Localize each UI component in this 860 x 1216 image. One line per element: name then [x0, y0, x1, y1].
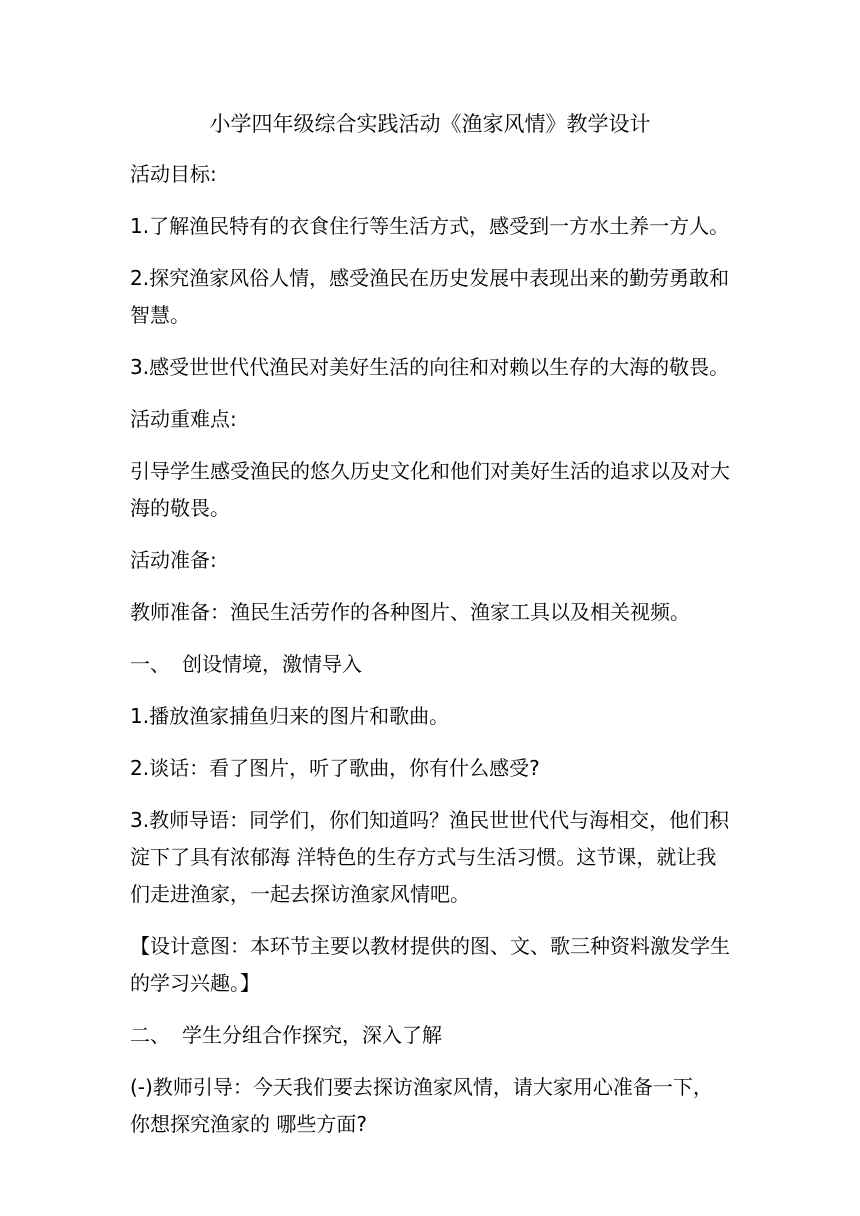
section-1-heading — [130, 646, 730, 683]
objective-2: 2.探究渔家风俗人情，感受渔民在历史发展中表现出来的勤劳勇敢和智慧。 — [130, 266, 730, 327]
teacher-preparation: 教师准备：渔民生活劳作的各种图片、渔家工具以及相关视频。 — [130, 600, 690, 624]
section-2-number: 二、 — [130, 1023, 170, 1047]
objective-1: 1.了解渔民特有的衣食住行等生活方式，感受到一方水土养一方人。 — [130, 214, 730, 238]
section-1-item: 2.谈话：看了图片，听了歌曲，你有什么感受? — [130, 756, 540, 780]
section-1-design-intent: 【设计意图：本环节主要以教材提供的图、文、歌三种资料激发学生的学习兴趣。】 — [130, 934, 730, 995]
objectives-heading: 活动目标: — [130, 162, 217, 186]
preparation-heading: 活动准备: — [130, 548, 217, 572]
document-body — [130, 156, 730, 1158]
section-1-item: 1.播放渔家捕鱼归来的图片和歌曲。 — [130, 704, 450, 728]
section-1-number: 一、 — [130, 652, 170, 676]
section-2-title: 学生分组合作探究，深入了解 — [182, 1023, 442, 1047]
key-points-heading: 活动重难点: — [130, 407, 237, 431]
objective-3: 3.感受世世代代渔民对美好生活的向往和对赖以生存的大海的敬畏。 — [130, 355, 730, 379]
document-title: 小学四年级综合实践活动《渔家风情》教学设计 — [209, 112, 651, 136]
section-2-item: (-)教师引导：今天我们要去探访渔家风情，请大家用心准备一下，你想探究渔家的 哪些方面? — [130, 1075, 713, 1136]
section-1-title: 创设情境，激情导入 — [182, 652, 362, 676]
section-2-heading — [130, 1017, 730, 1054]
key-points: 引导学生感受渔民的悠久历史文化和他们对美好生活的追求以及对大海的敬畏。 — [130, 459, 730, 520]
section-1-item: 3.教师导语：同学们，你们知道吗？渔民世世代代与海相交，他们积淀下了具有浓郁海 洋特色的生存方式与生活习惯。这节课，就让我们走进渔家，一起去探访渔家风情吧。 — [130, 808, 730, 906]
